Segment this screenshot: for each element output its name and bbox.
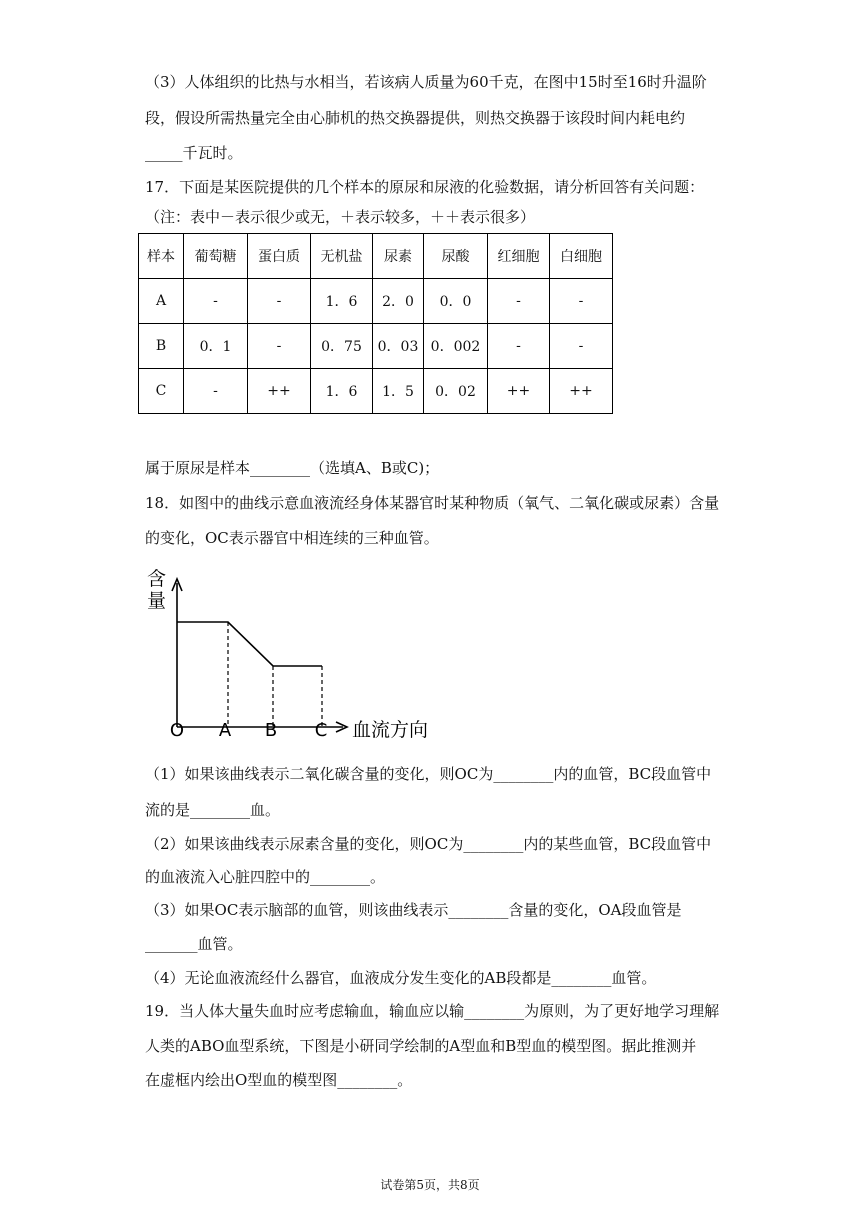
q19-line2: 人类的ABO血型系统，下图是小研同学绘制的A型血和B型血的模型图。据此推测并	[145, 1037, 697, 1055]
q18-sub2-line2: 的血液流入心脏四腔中的________。	[145, 868, 386, 886]
q18-sub1-line1: （1）如果该曲线表示二氧化碳含量的变化，则OC为________内的血管，BC段血管中	[145, 765, 712, 783]
table-cell: -	[184, 369, 248, 414]
table-header-cell: 蛋白质	[248, 234, 311, 279]
table-cell: ++	[550, 369, 613, 414]
table-cell: ++	[248, 369, 311, 414]
table-cell: 0．75	[311, 324, 373, 369]
table-cell: 1．6	[311, 279, 373, 324]
table-row	[139, 369, 613, 414]
x-axis-label: 血流方向	[352, 719, 429, 741]
table-cell: 2．0	[373, 279, 424, 324]
table-header-cell: 样本	[139, 234, 184, 279]
table-cell: B	[139, 324, 184, 369]
table-cell: 1．5	[373, 369, 424, 414]
table-cell: 0．002	[424, 324, 488, 369]
q18-sub1-line2: 流的是________血。	[145, 801, 281, 819]
q17-stem: 17．下面是某医院提供的几个样本的原尿和尿液的化验数据，请分析回答有关问题：	[145, 178, 705, 196]
table-cell: -	[550, 279, 613, 324]
table-cell: 1．6	[311, 369, 373, 414]
table-cell: -	[488, 279, 550, 324]
q16-part3-line2: 段，假设所需热量完全由心肺机的热交换器提供，则热交换器于该段时间内耗电约	[145, 109, 686, 127]
table-cell: 0．1	[184, 324, 248, 369]
table-header-cell: 葡萄糖	[184, 234, 248, 279]
table-cell: 0．02	[424, 369, 488, 414]
table-header-cell: 尿素	[373, 234, 424, 279]
table-header-row	[139, 234, 613, 279]
q16-part3-line3: _____千瓦时。	[145, 144, 243, 162]
q18-sub2-line1: （2）如果该曲线表示尿素含量的变化，则OC为________内的某些血管，BC段血管中	[145, 835, 712, 853]
page-footer: 试卷第5页，共8页	[380, 1178, 480, 1192]
table-cell: -	[184, 279, 248, 324]
blood-flow-content-figure	[140, 565, 450, 745]
point-label-a: A	[218, 720, 232, 741]
q17-question: 属于原尿是样本________（选填A、B或C)；	[145, 459, 440, 477]
y-axis-label-1: 含	[147, 568, 167, 590]
table-cell: -	[488, 324, 550, 369]
table-cell: -	[550, 324, 613, 369]
table-cell: C	[139, 369, 184, 414]
q19-line1: 19．当人体大量失血时应考虑输血，输血应以输________为原则，为了更好地学习理解	[145, 1002, 720, 1020]
point-label-b: B	[264, 720, 278, 741]
q18-sub3-line2: _______血管。	[145, 935, 243, 953]
q18-sub4: （4）无论血液流经什么器官，血液成分发生变化的AB段都是________血管。	[145, 969, 657, 987]
table-cell: -	[248, 324, 311, 369]
content-curve	[177, 622, 322, 666]
table-header-cell: 白细胞	[550, 234, 613, 279]
q17-note: （注：表中－表示很少或无，＋表示较多，＋＋表示很多）	[145, 208, 536, 226]
table-cell: 0．0	[424, 279, 488, 324]
table-cell: A	[139, 279, 184, 324]
table-row	[139, 279, 613, 324]
q16-part3-line1: （3）人体组织的比热与水相当，若该病人质量为60千克，在图中15时至16时升温阶	[145, 73, 707, 91]
table-cell: -	[248, 279, 311, 324]
table-row	[139, 324, 613, 369]
table-header-cell: 无机盐	[311, 234, 373, 279]
y-axis-label-2: 量	[147, 590, 167, 612]
q17-data-table	[138, 233, 613, 414]
q18-stem-line1: 18．如图中的曲线示意血液流经身体某器官时某种物质（氧气、二氧化碳或尿素）含量	[145, 494, 720, 512]
origin-label: O	[169, 720, 185, 741]
q18-sub3-line1: （3）如果OC表示脑部的血管，则该曲线表示________含量的变化，OA段血管是	[145, 901, 682, 919]
point-label-c: C	[314, 720, 328, 741]
q19-line3: 在虚框内绘出O型血的模型图________。	[145, 1071, 413, 1089]
q18-stem-line2: 的变化，OC表示器官中相连续的三种血管。	[145, 529, 439, 547]
table-header-cell: 红细胞	[488, 234, 550, 279]
table-cell: 0．03	[373, 324, 424, 369]
table-header-cell: 尿酸	[424, 234, 488, 279]
table-cell: ++	[488, 369, 550, 414]
